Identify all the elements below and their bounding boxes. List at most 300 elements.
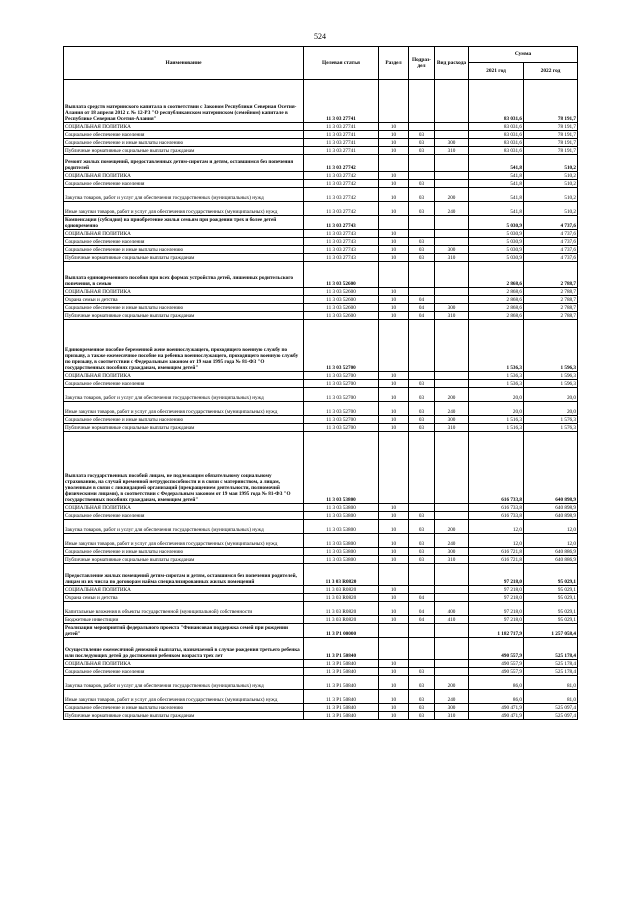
row-expense-type: 310 <box>435 254 469 262</box>
row-subsection: 03 <box>409 139 435 147</box>
row-name: Публичные нормативные социальные выплаты гражданам <box>64 424 304 432</box>
row-sum-2021: 83 031,6 <box>469 123 524 131</box>
row-sum-2021: 83 031,6 <box>469 80 524 123</box>
row-section: 10 <box>379 548 409 556</box>
budget-table <box>63 46 578 720</box>
row-expense-type: 410 <box>435 616 469 624</box>
row-expense-type <box>435 432 469 504</box>
row-subsection: 03 <box>409 424 435 432</box>
row-sum-2021: 86,0 <box>469 690 524 704</box>
row-sum-2022: 4 737,6 <box>524 254 578 262</box>
row-expense-type: 310 <box>435 556 469 564</box>
row-sum-2022: 20,0 <box>524 388 578 402</box>
row-subsection: 03 <box>409 520 435 534</box>
row-expense-type: 300 <box>435 548 469 556</box>
row-sum-2022: 4 737,6 <box>524 246 578 254</box>
row-expense-type <box>435 594 469 602</box>
row-subsection: 03 <box>409 668 435 676</box>
row-code: 11 3 03 R0820 <box>304 564 379 586</box>
row-sum-2022: 81,0 <box>524 690 578 704</box>
row-sum-2022: 95 029,1 <box>524 594 578 602</box>
table-row <box>64 638 578 660</box>
row-expense-type: 240 <box>435 402 469 416</box>
row-sum-2022: 510,2 <box>524 172 578 180</box>
row-expense-type: 300 <box>435 704 469 712</box>
row-sum-2022: 4 737,6 <box>524 238 578 246</box>
row-sum-2022: 2 788,7 <box>524 304 578 312</box>
table-row <box>64 424 578 432</box>
row-sum-2021: 541,8 <box>469 180 524 188</box>
row-subsection <box>409 216 435 230</box>
row-section: 10 <box>379 520 409 534</box>
col-header-2021: 2021 год <box>469 63 524 80</box>
table-row <box>64 312 578 320</box>
row-name: Социальное обеспечение населения <box>64 131 304 139</box>
row-sum-2021: 5 030,9 <box>469 238 524 246</box>
row-sum-2022: 78 191,7 <box>524 131 578 139</box>
row-name: СОЦИАЛЬНАЯ ПОЛИТИКА <box>64 123 304 131</box>
row-sum-2021: 20,0 <box>469 388 524 402</box>
row-name: СОЦИАЛЬНАЯ ПОЛИТИКА <box>64 172 304 180</box>
row-code: 11 3 P1 50840 <box>304 676 379 690</box>
row-code: 11 3 03 27743 <box>304 238 379 246</box>
row-sum-2021: 97 218,0 <box>469 602 524 616</box>
row-name: Осуществление ежемесячной денежной выплаты, назначаемой в случае рождения третьего ребенка или последующих детей до достижения ребенком возраста трех лет <box>64 638 304 660</box>
row-sum-2021: 1 516,3 <box>469 424 524 432</box>
row-code: 11 3 03 R0820 <box>304 594 379 602</box>
row-section: 10 <box>379 388 409 402</box>
row-sum-2021: 97 218,0 <box>469 616 524 624</box>
row-section <box>379 80 409 123</box>
row-code: 11 3 P1 50840 <box>304 668 379 676</box>
row-subsection: 04 <box>409 616 435 624</box>
row-section: 10 <box>379 704 409 712</box>
table-row <box>64 668 578 676</box>
row-name: Реализация мероприятий федерального проекта "Финансовая поддержка семей при рождении детей" <box>64 624 304 638</box>
row-code: 11 3 03 52600 <box>304 262 379 288</box>
row-code: 11 3 03 52600 <box>304 288 379 296</box>
row-expense-type: 200 <box>435 676 469 690</box>
row-subsection <box>409 230 435 238</box>
row-sum-2021: 5 030,9 <box>469 216 524 230</box>
row-section: 10 <box>379 139 409 147</box>
row-subsection: 03 <box>409 254 435 262</box>
row-expense-type: 200 <box>435 188 469 202</box>
row-expense-type <box>435 586 469 594</box>
row-sum-2022: 1 257 058,4 <box>524 624 578 638</box>
table-row <box>64 520 578 534</box>
row-expense-type <box>435 131 469 139</box>
row-subsection: 03 <box>409 548 435 556</box>
row-sum-2021: 97 218,0 <box>469 564 524 586</box>
row-name: Иные закупки товаров, работ и услуг для обеспечения государственных (муниципальных) нужд <box>64 690 304 704</box>
row-expense-type <box>435 564 469 586</box>
row-name: Капитальные вложения в объекты государственной (муниципальной) собственности <box>64 602 304 616</box>
row-code: 11 3 03 R0820 <box>304 586 379 594</box>
row-sum-2021: 2 868,6 <box>469 262 524 288</box>
row-subsection: 03 <box>409 131 435 139</box>
row-section: 10 <box>379 172 409 180</box>
row-sum-2022: 2 788,7 <box>524 262 578 288</box>
row-sum-2021: 12,0 <box>469 534 524 548</box>
row-sum-2022: 510,2 <box>524 202 578 216</box>
row-sum-2022: 510,2 <box>524 155 578 172</box>
row-sum-2021: 490 557,9 <box>469 668 524 676</box>
row-sum-2022: 95 029,1 <box>524 616 578 624</box>
row-sum-2022: 525 178,4 <box>524 638 578 660</box>
row-code: 11 3 03 52600 <box>304 304 379 312</box>
row-subsection: 03 <box>409 712 435 720</box>
row-subsection: 04 <box>409 304 435 312</box>
row-subsection: 03 <box>409 380 435 388</box>
row-expense-type <box>435 372 469 380</box>
row-section: 10 <box>379 372 409 380</box>
row-expense-type <box>435 504 469 512</box>
row-section: 10 <box>379 512 409 520</box>
table-row <box>64 216 578 230</box>
table-row <box>64 296 578 304</box>
row-code: 11 3 P1 50840 <box>304 712 379 720</box>
row-sum-2022: 78 191,7 <box>524 123 578 131</box>
table-row <box>64 172 578 180</box>
table-header <box>64 47 578 80</box>
row-code: 11 3 03 27743 <box>304 246 379 254</box>
row-expense-type <box>435 288 469 296</box>
row-expense-type: 310 <box>435 424 469 432</box>
row-sum-2021: 1 182 717,9 <box>469 624 524 638</box>
row-section: 10 <box>379 534 409 548</box>
row-name: Закупка товаров, работ и услуг для обеспечения государственных (муниципальных) нужд <box>64 188 304 202</box>
row-name: Выплата единовременного пособия при всех формах устройства детей, лишенных родительского попечения, в семью <box>64 262 304 288</box>
table-row <box>64 388 578 402</box>
row-code: 11 3 P1 50840 <box>304 660 379 668</box>
row-section: 10 <box>379 238 409 246</box>
row-subsection <box>409 432 435 504</box>
row-sum-2021: 83 031,6 <box>469 147 524 155</box>
row-sum-2021: 86,0 <box>469 676 524 690</box>
row-expense-type <box>435 155 469 172</box>
table-row <box>64 238 578 246</box>
row-code: 11 3 03 27741 <box>304 80 379 123</box>
row-name: Иные закупки товаров, работ и услуг для обеспечения государственных (муниципальных) нужд <box>64 202 304 216</box>
table-row <box>64 246 578 254</box>
table-row <box>64 660 578 668</box>
table-row <box>64 288 578 296</box>
row-section: 10 <box>379 690 409 704</box>
row-sum-2021: 5 030,9 <box>469 254 524 262</box>
row-code: 11 3 03 52700 <box>304 320 379 372</box>
row-section: 10 <box>379 660 409 668</box>
row-subsection: 03 <box>409 402 435 416</box>
row-name: Бюджетные инвестиции <box>64 616 304 624</box>
row-section <box>379 320 409 372</box>
row-section: 10 <box>379 202 409 216</box>
row-code: 11 3 03 52600 <box>304 296 379 304</box>
row-name: СОЦИАЛЬНАЯ ПОЛИТИКА <box>64 230 304 238</box>
table-row <box>64 594 578 602</box>
row-subsection: 03 <box>409 188 435 202</box>
row-section: 10 <box>379 712 409 720</box>
row-sum-2022: 525 097,4 <box>524 704 578 712</box>
table-row <box>64 548 578 556</box>
row-code: 11 3 03 52700 <box>304 372 379 380</box>
row-sum-2021: 1 516,3 <box>469 416 524 424</box>
page-number: 524 <box>314 32 326 41</box>
row-code: 11 3 03 53800 <box>304 534 379 548</box>
row-sum-2022: 20,0 <box>524 402 578 416</box>
row-sum-2021: 490 471,9 <box>469 704 524 712</box>
table-row <box>64 80 578 123</box>
table-row <box>64 188 578 202</box>
row-expense-type: 400 <box>435 602 469 616</box>
row-sum-2022: 78 191,7 <box>524 147 578 155</box>
row-code: 11 3 03 52700 <box>304 402 379 416</box>
row-section: 10 <box>379 312 409 320</box>
table-row <box>64 432 578 504</box>
row-sum-2022: 2 788,7 <box>524 312 578 320</box>
row-expense-type <box>435 638 469 660</box>
row-sum-2022: 640 886,9 <box>524 556 578 564</box>
row-name: Иные закупки товаров, работ и услуг для обеспечения государственных (муниципальных) нужд <box>64 402 304 416</box>
row-sum-2021: 1 536,3 <box>469 372 524 380</box>
row-subsection: 03 <box>409 180 435 188</box>
row-expense-type <box>435 512 469 520</box>
row-section: 10 <box>379 416 409 424</box>
row-subsection <box>409 123 435 131</box>
table-row <box>64 712 578 720</box>
row-name: Публичные нормативные социальные выплаты гражданам <box>64 254 304 262</box>
row-expense-type: 240 <box>435 202 469 216</box>
table-row <box>64 380 578 388</box>
row-subsection <box>409 638 435 660</box>
row-subsection: 03 <box>409 512 435 520</box>
row-subsection <box>409 372 435 380</box>
row-subsection: 04 <box>409 296 435 304</box>
row-sum-2021: 490 471,9 <box>469 712 524 720</box>
table-body <box>64 80 578 720</box>
row-name: Предоставление жилых помещений детям-сиротам и детям, оставшимся без попечения родителей, лицам из их числа по договорам найма специализированных жилых помещений <box>64 564 304 586</box>
row-section <box>379 564 409 586</box>
row-code: 11 3 03 53800 <box>304 512 379 520</box>
table-row <box>64 586 578 594</box>
table-row <box>64 616 578 624</box>
row-sum-2022: 12,0 <box>524 520 578 534</box>
row-expense-type <box>435 262 469 288</box>
row-name: Закупка товаров, работ и услуг для обеспечения государственных (муниципальных) нужд <box>64 676 304 690</box>
row-name: СОЦИАЛЬНАЯ ПОЛИТИКА <box>64 660 304 668</box>
row-sum-2021: 83 031,6 <box>469 131 524 139</box>
row-sum-2022: 1 576,3 <box>524 416 578 424</box>
row-expense-type <box>435 172 469 180</box>
row-subsection <box>409 80 435 123</box>
row-section: 10 <box>379 131 409 139</box>
row-expense-type <box>435 320 469 372</box>
table-row <box>64 704 578 712</box>
table-row <box>64 262 578 288</box>
row-expense-type <box>435 230 469 238</box>
table-row <box>64 304 578 312</box>
row-sum-2021: 616 733,8 <box>469 512 524 520</box>
table-row <box>64 320 578 372</box>
row-code: 11 3 03 27741 <box>304 123 379 131</box>
row-name: Социальное обеспечение и иные выплаты населению <box>64 416 304 424</box>
row-code: 11 3 03 52700 <box>304 424 379 432</box>
row-section: 10 <box>379 123 409 131</box>
row-sum-2022: 640 898,9 <box>524 512 578 520</box>
row-sum-2022: 1 576,3 <box>524 424 578 432</box>
row-name: Иные закупки товаров, работ и услуг для обеспечения государственных (муниципальных) нужд <box>64 534 304 548</box>
row-expense-type: 240 <box>435 534 469 548</box>
row-code: 11 3 03 27742 <box>304 202 379 216</box>
col-header-sum: Сумма <box>469 47 578 63</box>
table-row <box>64 624 578 638</box>
row-section: 10 <box>379 602 409 616</box>
row-code: 11 3 03 27742 <box>304 155 379 172</box>
row-expense-type <box>435 238 469 246</box>
row-sum-2022: 78 191,7 <box>524 80 578 123</box>
row-subsection: 03 <box>409 676 435 690</box>
row-sum-2021: 2 868,6 <box>469 304 524 312</box>
row-sum-2022: 2 788,7 <box>524 288 578 296</box>
row-sum-2022: 640 898,9 <box>524 432 578 504</box>
row-name: СОЦИАЛЬНАЯ ПОЛИТИКА <box>64 586 304 594</box>
row-expense-type: 200 <box>435 520 469 534</box>
row-subsection <box>409 288 435 296</box>
row-name: Социальное обеспечение населения <box>64 180 304 188</box>
row-subsection: 03 <box>409 416 435 424</box>
row-section <box>379 638 409 660</box>
row-expense-type: 310 <box>435 312 469 320</box>
row-sum-2022: 510,2 <box>524 188 578 202</box>
row-subsection: 03 <box>409 202 435 216</box>
table-row <box>64 372 578 380</box>
row-code: 11 3 03 27741 <box>304 147 379 155</box>
row-expense-type: 300 <box>435 139 469 147</box>
row-expense-type <box>435 123 469 131</box>
row-sum-2021: 97 218,0 <box>469 594 524 602</box>
row-sum-2022: 1 596,3 <box>524 380 578 388</box>
row-sum-2022: 12,0 <box>524 534 578 548</box>
row-subsection: 03 <box>409 238 435 246</box>
row-sum-2022: 1 596,3 <box>524 320 578 372</box>
row-sum-2021: 1 536,3 <box>469 320 524 372</box>
col-header-2022: 2022 год <box>524 63 578 80</box>
row-name: Социальное обеспечение и иные выплаты населению <box>64 548 304 556</box>
row-sum-2021: 490 557,9 <box>469 660 524 668</box>
row-section: 10 <box>379 288 409 296</box>
row-code: 11 3 03 27743 <box>304 230 379 238</box>
row-expense-type <box>435 216 469 230</box>
row-sum-2021: 541,8 <box>469 172 524 180</box>
row-name: Социальное обеспечение и иные выплаты населению <box>64 704 304 712</box>
row-section: 10 <box>379 556 409 564</box>
row-name: Закупка товаров, работ и услуг для обеспечения государственных (муниципальных) нужд <box>64 520 304 534</box>
row-section: 10 <box>379 304 409 312</box>
row-sum-2021: 83 031,6 <box>469 139 524 147</box>
row-name: Социальное обеспечение населения <box>64 238 304 246</box>
table-row <box>64 602 578 616</box>
table-row <box>64 155 578 172</box>
row-name: Ремонт жилых помещений, предоставленных детям-сиротам и детям, оставшимся без попечения родителей <box>64 155 304 172</box>
table-row <box>64 556 578 564</box>
table-row <box>64 123 578 131</box>
row-expense-type <box>435 180 469 188</box>
table-row <box>64 230 578 238</box>
row-sum-2022: 525 097,4 <box>524 712 578 720</box>
row-name: Социальное обеспечение населения <box>64 668 304 676</box>
row-section: 10 <box>379 676 409 690</box>
row-section: 10 <box>379 402 409 416</box>
row-code: 11 3 03 53800 <box>304 556 379 564</box>
row-code: 11 3 P1 50840 <box>304 690 379 704</box>
row-sum-2021: 5 030,9 <box>469 230 524 238</box>
row-subsection <box>409 564 435 586</box>
row-sum-2021: 616 733,8 <box>469 504 524 512</box>
table-row <box>64 147 578 155</box>
row-section <box>379 624 409 638</box>
row-name: Охрана семьи и детства <box>64 296 304 304</box>
row-name: Единовременное пособие беременной жене военнослужащего, проходящего военную службу по призыву, а также ежемесячное пособие на ребенка военнослужащего, проходящего военную службу по призыву, в соответствии с Федеральным законом от 19 мая 1995 года № 81-ФЗ "О государственных пособиях гражданам, имеющим детей" <box>64 320 304 372</box>
row-code: 11 3 03 27742 <box>304 172 379 180</box>
row-code: 11 3 03 52700 <box>304 388 379 402</box>
row-code: 11 3 03 53800 <box>304 504 379 512</box>
row-code: 11 3 03 53800 <box>304 520 379 534</box>
row-subsection: 04 <box>409 312 435 320</box>
row-sum-2021: 490 557,9 <box>469 638 524 660</box>
row-sum-2021: 541,8 <box>469 202 524 216</box>
row-section: 10 <box>379 668 409 676</box>
row-sum-2021: 616 733,8 <box>469 432 524 504</box>
row-section: 10 <box>379 254 409 262</box>
row-expense-type: 300 <box>435 416 469 424</box>
row-code: 11 3 03 52700 <box>304 416 379 424</box>
table-row <box>64 254 578 262</box>
row-name: Социальное обеспечение населения <box>64 512 304 520</box>
row-section <box>379 216 409 230</box>
row-name: Закупка товаров, работ и услуг для обеспечения государственных (муниципальных) нужд <box>64 388 304 402</box>
row-code: 11 3 03 27742 <box>304 188 379 202</box>
row-subsection: 03 <box>409 556 435 564</box>
row-sum-2022: 525 178,4 <box>524 668 578 676</box>
row-code: 11 3 P1 00000 <box>304 624 379 638</box>
row-sum-2022: 510,2 <box>524 180 578 188</box>
row-sum-2022: 1 596,3 <box>524 372 578 380</box>
row-sum-2022: 95 029,1 <box>524 564 578 586</box>
row-code: 11 3 03 52700 <box>304 380 379 388</box>
row-sum-2022: 81,0 <box>524 676 578 690</box>
row-subsection: 03 <box>409 534 435 548</box>
row-section: 10 <box>379 504 409 512</box>
row-subsection: 04 <box>409 602 435 616</box>
row-subsection: 03 <box>409 147 435 155</box>
row-sum-2022: 95 029,1 <box>524 602 578 616</box>
table-row <box>64 416 578 424</box>
table-row <box>64 504 578 512</box>
table-row <box>64 402 578 416</box>
table-row <box>64 534 578 548</box>
row-sum-2021: 2 868,6 <box>469 288 524 296</box>
row-code: 11 3 03 53800 <box>304 432 379 504</box>
row-subsection <box>409 262 435 288</box>
row-name: Выплата государственных пособий лицам, не подлежащим обязательному социальному страхованию, на случай временной нетрудоспособности и в связи с материнством, а лицам, уволенным в связи с ликвидацией организаций (прекращением деятельности, полномочий физическими лицами), в соответствии с Федеральным законом от 19 мая 1995 года № 81-ФЗ "О государственных пособиях гражданам, имеющим детей" <box>64 432 304 504</box>
row-sum-2021: 541,8 <box>469 188 524 202</box>
row-name: Публичные нормативные социальные выплаты гражданам <box>64 712 304 720</box>
row-sum-2022: 2 788,7 <box>524 296 578 304</box>
table-row <box>64 676 578 690</box>
row-sum-2022: 640 898,9 <box>524 504 578 512</box>
row-subsection: 03 <box>409 246 435 254</box>
row-section <box>379 155 409 172</box>
